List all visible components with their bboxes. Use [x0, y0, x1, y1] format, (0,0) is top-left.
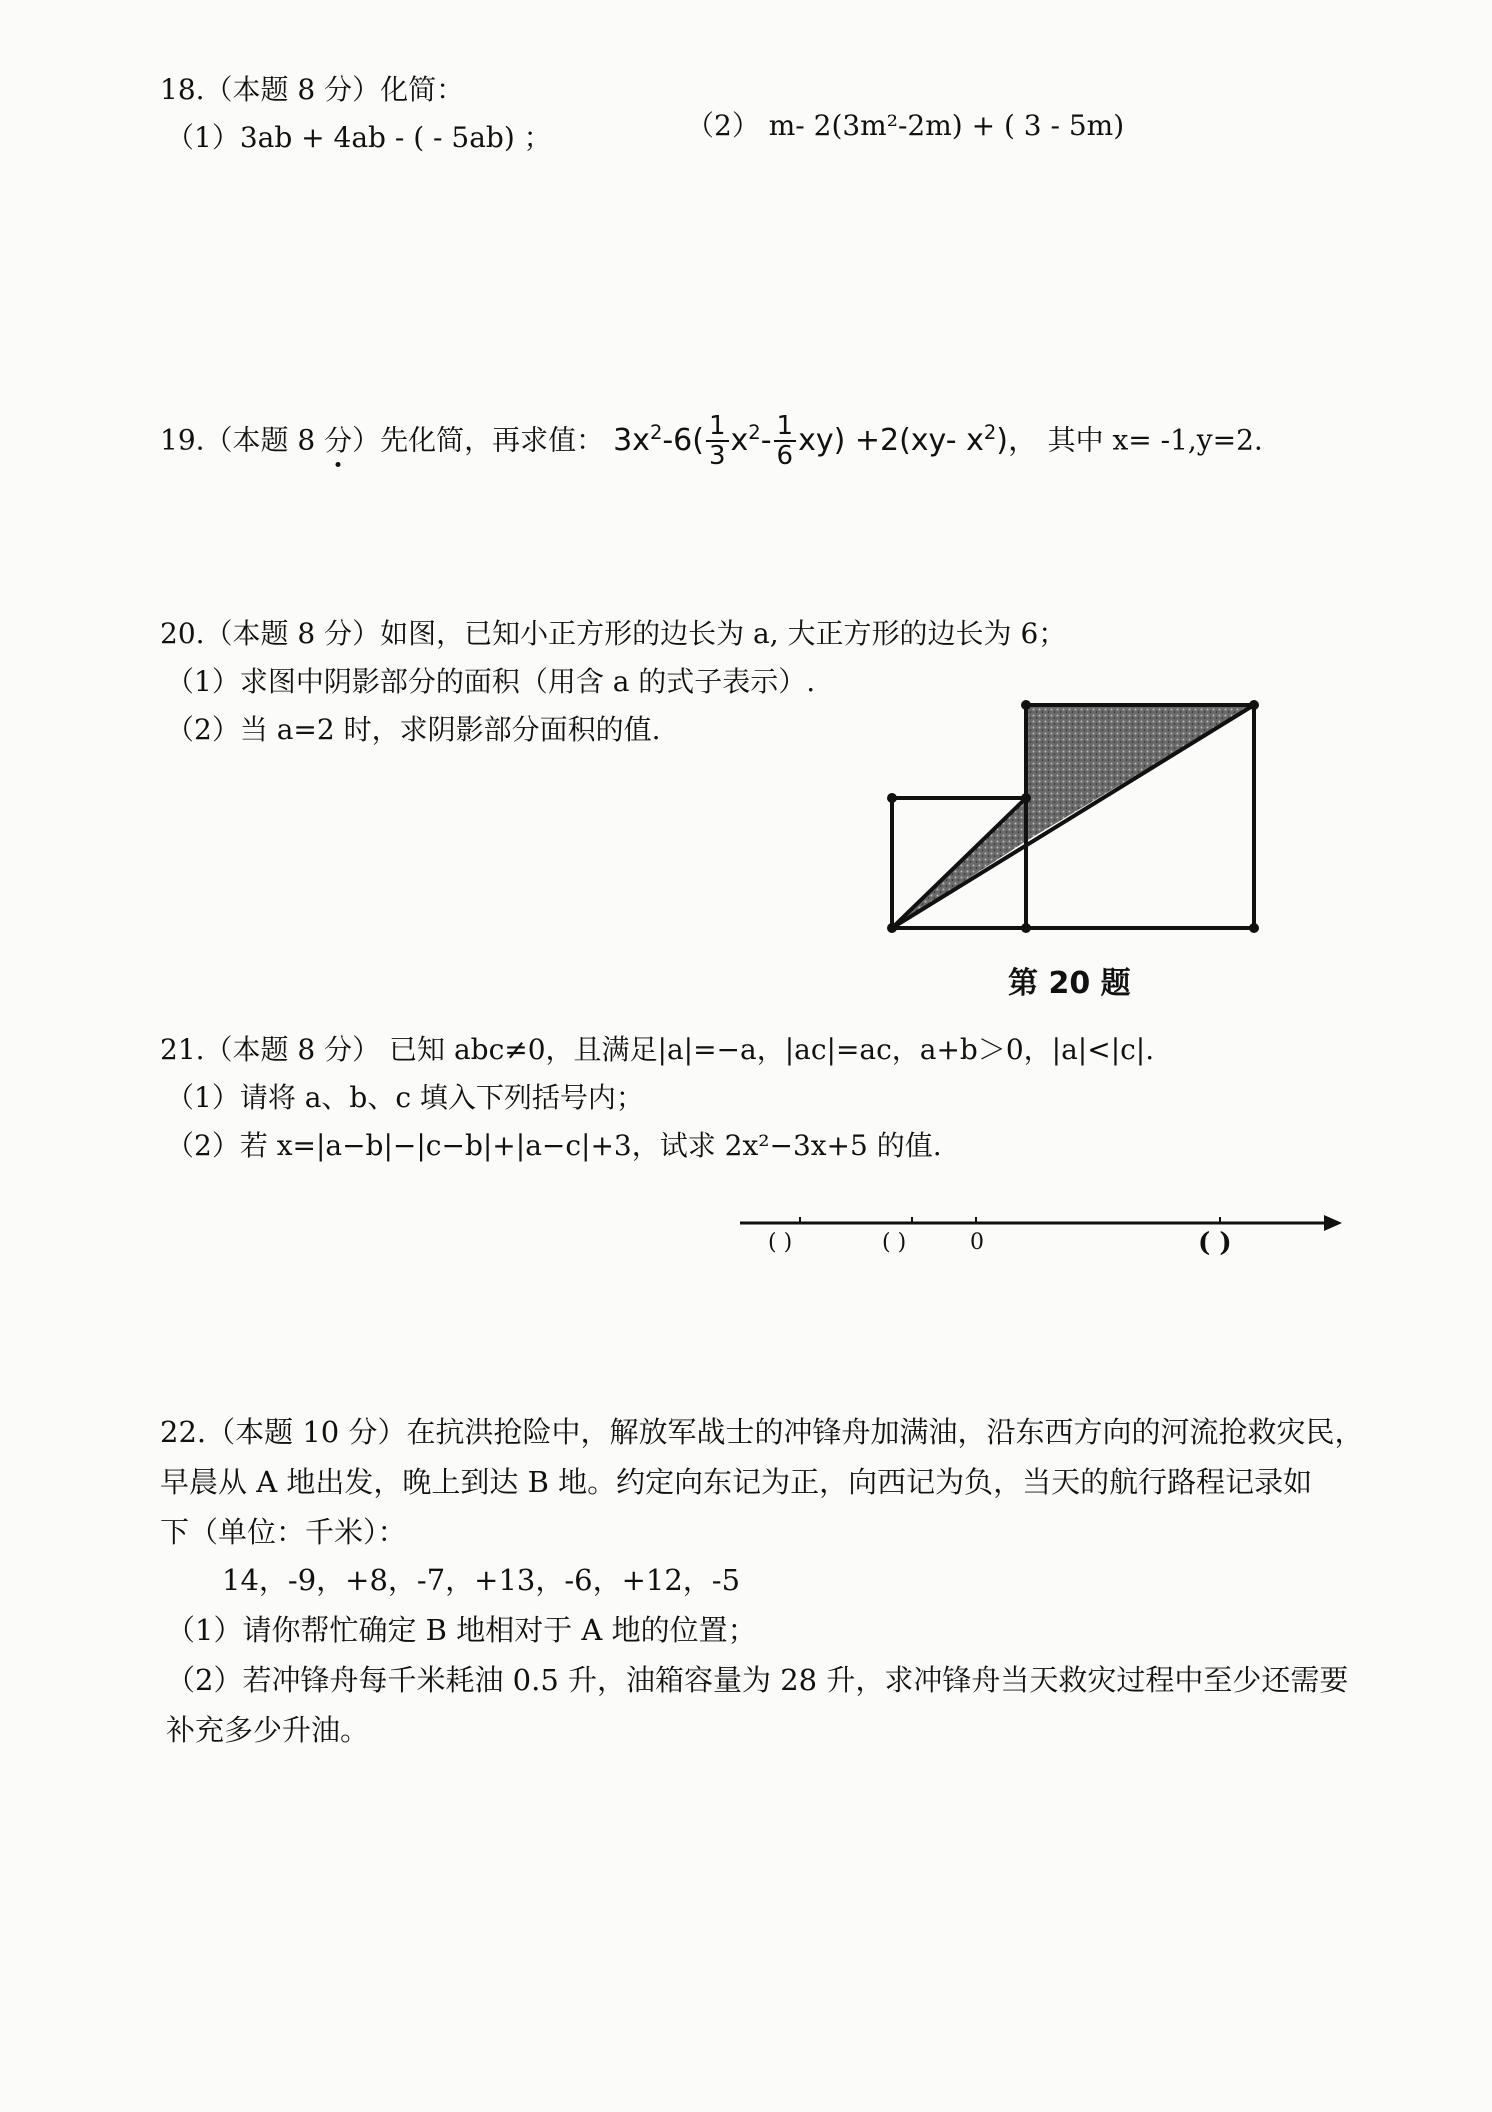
q19-expr-f: )，	[996, 422, 1039, 458]
q19-frac1	[706, 412, 729, 470]
q19-expression	[613, 411, 1047, 471]
q20-part2: （2）当 a=2 时，求阴影部分面积的值.	[166, 713, 661, 746]
q19-frac2-num: 1	[774, 412, 797, 442]
q20-vertex	[1021, 700, 1031, 710]
q20-figure	[870, 690, 1280, 950]
q19-frac2	[774, 412, 797, 470]
numberline-blank-1: ( )	[768, 1230, 793, 1255]
q22-part2a: （2）若冲锋舟每千米耗油 0.5 升，油箱容量为 28 升，求冲锋舟当天救灾过程中至少还需要	[166, 1663, 1349, 1697]
q20-title: 20.（本题 8 分）如图，已知小正方形的边长为 a, 大正方形的边长为 6；	[160, 617, 1067, 650]
q20-vertex	[887, 923, 897, 933]
q19-sq2: 2	[748, 420, 761, 444]
q19-frac1-num: 1	[706, 412, 729, 442]
q22-line1: 22.（本题 10 分）在抗洪抢险中，解放军战士的冲锋舟加满油，沿东西方向的河流抢救灾民，	[160, 1415, 1364, 1449]
q19-prefix-b: ）先化简，再求值：	[352, 423, 605, 457]
q19-frac2-den: 6	[776, 441, 794, 471]
q22-line2: 早晨从 A 地出发，晚上到达 B 地。约定向东记为正，向西记为负，当天的航行路程记录如	[160, 1465, 1313, 1499]
q21-part1: （1）请将 a、b、c 填入下列括号内；	[166, 1081, 644, 1114]
q18-part2: （2） m- 2(3m²-2m) + ( 3 - 5m)	[686, 109, 1125, 142]
q20-vertex	[887, 793, 897, 803]
q19-expr-c: x	[730, 422, 749, 458]
q20-vertex	[1249, 923, 1259, 933]
q20-vertex	[1021, 793, 1031, 803]
numberline-blank-3: ( )	[1198, 1228, 1232, 1258]
q18-part1: （1）3ab + 4ab - ( - 5ab) ；	[166, 121, 552, 154]
q22-line3: 下（单位：千米）：	[160, 1515, 407, 1549]
q22-part2b: 补充多少升油。	[166, 1713, 370, 1747]
q19-expr-b: -6(	[662, 422, 704, 458]
q20-vertex	[1249, 700, 1259, 710]
q22-records: 14，-9，+8，-7，+13，-6，+12，-5	[222, 1563, 741, 1597]
q19-expr-d: -	[760, 422, 772, 458]
q19-prefix-dot: 分	[324, 423, 353, 457]
numberline-zero: 0	[970, 1230, 984, 1255]
q19-sq1: 2	[649, 420, 663, 444]
q19-line	[160, 412, 1263, 470]
q19-expr-a: 3x	[613, 422, 650, 458]
q19-prefix-a: 19.（本题 8	[160, 423, 325, 457]
q19-frac1-den: 3	[708, 441, 726, 471]
q18-title: 18.（本题 8 分）化简：	[160, 73, 465, 106]
numberline-blank-2: ( )	[882, 1230, 907, 1255]
q20-vertex	[1021, 923, 1031, 933]
q22-part1: （1）请你帮忙确定 B 地相对于 A 地的位置；	[166, 1613, 757, 1647]
q21-number-line	[730, 1205, 1350, 1265]
q20-caption: 第 20 题	[1008, 966, 1131, 1001]
q19-condition: 其中 x= -1,y=2.	[1047, 423, 1263, 457]
q19-expr-e: xy) +2(xy- x	[798, 422, 984, 458]
q21-title: 21.（本题 8 分） 已知 abc≠0，且满足|a|=−a，|ac|=ac，a+b＞0，|a|<|c|.	[160, 1033, 1155, 1066]
q20-part1: （1）求图中阴影部分的面积（用含 a 的式子表示）.	[166, 665, 816, 698]
q20-line-b	[892, 798, 1026, 928]
q21-part2: （2）若 x=|a−b|−|c−b|+|a−c|+3，试求 2x²−3x+5 的值.	[166, 1129, 942, 1162]
q19-sq3: 2	[983, 420, 997, 444]
